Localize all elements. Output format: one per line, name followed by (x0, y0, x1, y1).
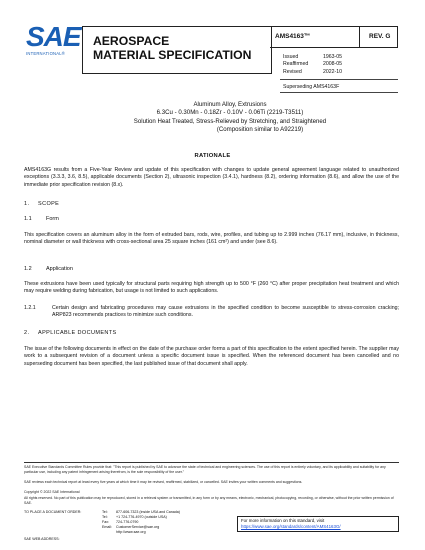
footer-notice-2: SAE reviews each technical report at least every five years at which time it may be revised, reaffirmed, stabilized, or cancelled. SAE invites your written comments and suggestions. (24, 480, 303, 484)
footer-copyright: Copyright © 2022 SAE International (24, 490, 80, 494)
section-title: Form (46, 216, 59, 222)
tel-label: Tel: (102, 510, 108, 514)
sae-logo (26, 21, 81, 56)
header-title-box (82, 26, 272, 74)
section-2-text: The issue of the following documents in effect on the date of the purchase order forms a part of this specification to the extent specified herein. The supplier may work to a subsequent revision of a document unless a specific document issue is specified. When the referenced document has been cancelled and no superseding document has been specified, the last published issue of that document shall apply. (24, 346, 399, 367)
divider (280, 79, 398, 80)
tel2-label: Tel: (102, 515, 108, 519)
section-1-2-heading (24, 266, 73, 272)
section-1-heading (24, 201, 59, 207)
footer-rights: All rights reserved. No part of this publication may be reproduced, stored in a retrieval system or transmitted, in any form or by any means, electronic, mechanical, photocopying, recording, or otherwise, without the prior written permission of SAE. (24, 496, 394, 505)
spec-title-line2: 6.3Cu - 0.30Mn - 0.18Zr - 0.10V - 0.06Ti (2219-T3511) (156, 109, 304, 117)
superseding-note: Superseding AMS4163F (283, 84, 340, 90)
section-title: Application (46, 266, 73, 272)
date-label: Revised (283, 68, 302, 75)
tel-value: 877-606-7323 (inside USA and Canada) (116, 510, 180, 514)
contact-values (116, 510, 226, 535)
date-value: 2022-10 (323, 68, 343, 75)
contact-labels (102, 510, 116, 535)
date-row-issued (283, 54, 342, 61)
sae-web-address-label: SAE WEB ADDRESS: (24, 537, 60, 541)
spec-title-line4: (Composition similar to A92219) (216, 125, 304, 133)
section-number: 1.2 (24, 266, 32, 272)
spec-title-line1: Aluminum Alloy, Extrusions (193, 101, 267, 108)
section-1-1-heading (24, 216, 59, 222)
footer-divider (24, 462, 399, 463)
document-type-title (93, 34, 251, 62)
fax-label: Fax: (102, 520, 109, 524)
date-history (283, 54, 342, 76)
document-type-line2: MATERIAL SPECIFICATION (93, 48, 252, 62)
date-row-reaffirmed (283, 61, 342, 68)
order-contacts (24, 510, 226, 535)
section-1-2-1-text: Certain design and fabricating procedures may cause extrusions in the specified condition to become susceptible to stress-corrosion cracking; ARP823 recommends practices to minimize such conditions. (52, 305, 399, 319)
more-info-box (237, 516, 399, 532)
date-row-revised (283, 69, 342, 76)
date-value: 2008-05 (323, 61, 343, 68)
fax-value: 724-776-0790 (116, 520, 139, 524)
rationale-heading: RATIONALE (194, 153, 231, 159)
sae-website-link[interactable]: http://www.sae.org (116, 530, 146, 534)
standard-url-link[interactable]: https://www.sae.org/standards/content/AMS4163G/ (241, 524, 341, 529)
date-label: Issued (283, 54, 299, 60)
sae-logo-mark: SAE (26, 21, 81, 52)
section-number: 1. (24, 201, 30, 207)
document-number-box (270, 26, 360, 48)
section-1-2-1 (24, 305, 399, 320)
document-type-line1: AEROSPACE (93, 34, 170, 48)
specification-title (60, 101, 400, 134)
spec-title-line3: Solution Heat Treated, Stress-Relieved by Stretching, and Straightened (133, 117, 327, 125)
section-number: 1.2.1 (24, 305, 36, 311)
rationale-text: AMS4163G results from a Five-Year Review and update of this specification with changes to update general agreement language related to unauthorized exceptions (3.3.3, 3.6, 8.5), applicable documents (Section 2), ultrasonic inspection (3.4.1), hardness (8.2), ordering information (8.6), and allow the use of the immediate prior specification revision (8.x). (24, 167, 399, 188)
date-value: 1963-05 (323, 54, 343, 60)
section-number: 1.1 (24, 216, 32, 222)
email-value[interactable]: CustomerService@sae.org (116, 525, 160, 529)
section-title: APPLICABLE DOCUMENTS (38, 330, 117, 336)
revision-box (359, 26, 398, 48)
document-number: AMS4163™ (275, 33, 311, 40)
sae-logo-subtitle: INTERNATIONAL® (26, 51, 66, 56)
date-label: Reaffirmed (283, 61, 309, 68)
section-number: 2. (24, 330, 30, 336)
footer-notice-1: SAE Executive Standards Committee Rules provide that: "This report is published by SAE to advance the state of technical and engineering sciences. The use of this report is entirely voluntary, and its applicability and suitability for any particular use, including any patent infringement arising therefrom, is the sole responsibility of the user." (24, 465, 386, 474)
tel2-value: +1 724-776-4970 (outside USA) (116, 515, 167, 519)
section-title: SCOPE (38, 201, 60, 207)
more-info-text: For more information on this standard, visit (241, 518, 325, 523)
email-label: Email: (102, 525, 112, 529)
section-2-heading (24, 330, 117, 336)
section-1-2-text: These extrusions have been used typically for structural parts requiring high strength up to 500 °F (260 °C) after proper precipitation heat treatment and which may require welding during fabrication, but usage is not limited to such applications. (24, 281, 399, 295)
revision-label: REV. G (369, 33, 391, 40)
divider (280, 92, 398, 93)
order-label: TO PLACE A DOCUMENT ORDER: (24, 510, 82, 514)
section-1-1-text: This specification covers an aluminum alloy in the form of extruded bars, rods, wire, profiles, and tubing up to 2.999 inches (76.17 mm), inclusive, in thickness, nominal diameter or wall thickness with cross-sectional area 25 square inches (161 cm²) and under (see 8.6). (24, 232, 399, 246)
